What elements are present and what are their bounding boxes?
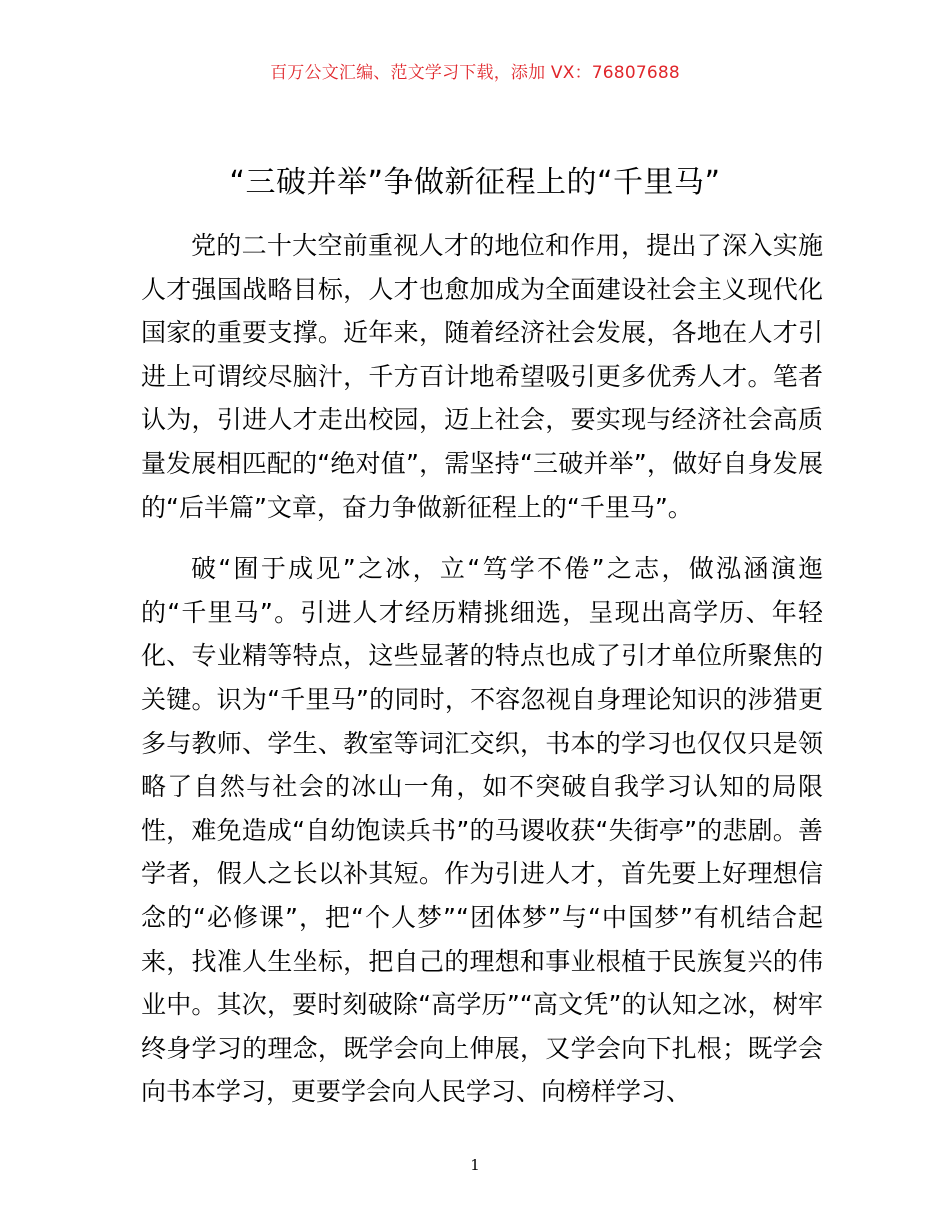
paragraph-intro: 党的二十大空前重视人才的地位和作用，提出了深入实施人才强国战略目标，人才也愈加成为全面建设社会主义现代化国家的重要支撑。近年来，随着经济社会发展，各地在人才引进上可谓绞尽脑汁，千方百计地希望吸引更多优秀人才。笔者认为，引进人才走出校园，迈上社会，要实现与经济社会高质量发展相匹配的“绝对值”，需坚持“三破并举”，做好自身发展的“后半篇”文章，奋力争做新征程上的“千里马”。: [141, 231, 823, 522]
document-title: “三破并举”争做新征程上的“千里马”: [229, 165, 721, 200]
document-body: [141, 224, 823, 1114]
header-watermark-note: 百万公文汇编、范文学习下载，添加 VX：76807688: [270, 63, 680, 83]
page-number: 1: [470, 1156, 480, 1174]
paragraph-first-point: 破“囿于成见”之冰，立“笃学不倦”之志，做泓涵演迤的“千里马”。引进人才经历精挑细选，呈现出高学历、年轻化、专业精等特点，这些显著的特点也成了引才单位所聚焦的关键。识为“千里马”的同时，不容忽视自身理论知识的涉猎更多与教师、学生、教室等词汇交织，书本的学习也仅仅只是领略了自然与社会的冰山一角，如不突破自我学习认知的局限性，难免造成“自幼饱读兵书”的马谡收获“失街亭”的悲剧。善学者，假人之长以补其短。作为引进人才，首先要上好理想信念的“必修课”，把“个人梦”“团体梦”与“中国梦”有机结合起来，找准人生坐标，把自己的理想和事业根植于民族复兴的伟业中。其次，要时刻破除“高学历”“高文凭”的认知之冰，树牢终身学习的理念，既学会向上伸展，又学会向下扎根；既学会向书本学习，更要学会向人民学习、向榜样学习、: [141, 554, 823, 1107]
